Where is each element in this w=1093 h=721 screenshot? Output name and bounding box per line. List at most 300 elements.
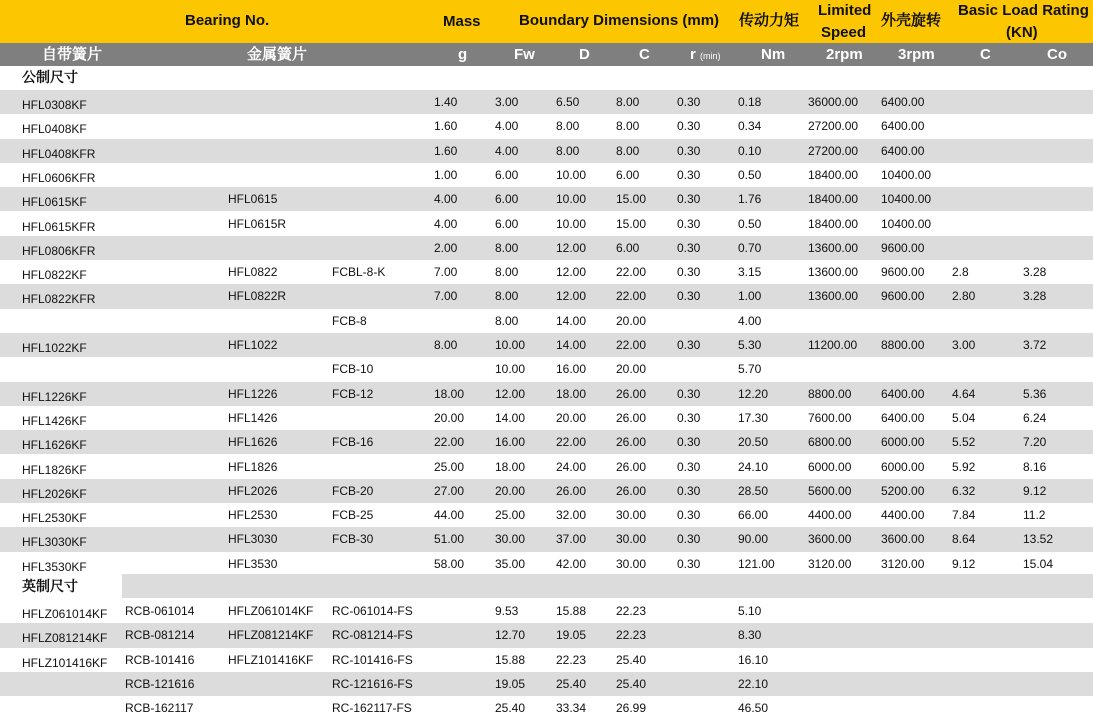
cell-g: 25.00 xyxy=(434,459,465,474)
cell-s3: 10400.00 xyxy=(881,167,932,182)
cell-col2: HFL1226 xyxy=(228,386,278,401)
subheader-r-label: r xyxy=(690,46,696,63)
table-row xyxy=(0,163,1093,187)
cell-c: 26.00 xyxy=(616,386,647,401)
cell-d: 10.00 xyxy=(556,192,587,207)
cell-g: 22.00 xyxy=(434,435,465,450)
cell-s3: 10400.00 xyxy=(881,192,932,207)
cell-r: 0.30 xyxy=(677,508,701,523)
cell-nm: 4.00 xyxy=(738,313,762,328)
cell-col2: HFLZ061014KF xyxy=(228,604,314,618)
cell-r: 0.30 xyxy=(677,167,701,182)
subheader-nm: Nm xyxy=(761,46,786,63)
cell-c: 22.23 xyxy=(616,604,647,618)
subheader-load-co: Co xyxy=(1047,46,1067,63)
cell-fw: 6.00 xyxy=(495,216,519,231)
cell-col2: HFL0822 xyxy=(228,265,278,280)
subheader-fw: Fw xyxy=(514,46,535,63)
header-housing-rotation: 外壳旋转 xyxy=(881,12,942,29)
table-row xyxy=(0,479,1093,503)
cell-lco: 13.52 xyxy=(1023,532,1054,547)
cell-fw: 8.00 xyxy=(495,313,519,328)
header-torque: 传动力矩 xyxy=(739,12,800,29)
cell-d: 37.00 xyxy=(556,532,587,547)
cell-g: 58.00 xyxy=(434,556,465,571)
cell-r: 0.30 xyxy=(677,95,701,109)
table-row xyxy=(0,260,1093,284)
cell-g: 1.00 xyxy=(434,167,458,182)
cell-lco: 6.24 xyxy=(1023,410,1047,425)
table-row xyxy=(0,90,1093,114)
cell-c: 30.00 xyxy=(616,532,647,547)
cell-fw: 4.00 xyxy=(495,143,519,158)
cell-d: 8.00 xyxy=(556,119,580,134)
cell-s2: 11200.00 xyxy=(808,338,858,352)
cell-lc: 5.92 xyxy=(952,459,976,474)
cell-nm: 0.50 xyxy=(738,216,762,231)
cell-nm: 5.10 xyxy=(738,604,762,618)
header-boundary-dimensions: Boundary Dimensions (mm) xyxy=(519,12,720,29)
subheader-3rpm: 3rpm xyxy=(898,46,935,63)
cell-nm: 24.10 xyxy=(738,459,769,474)
cell-col1: HFL1226KF xyxy=(22,389,87,404)
cell-g: 7.00 xyxy=(434,289,458,304)
cell-d: 42.00 xyxy=(556,556,587,571)
cell-col1: HFL2026KF xyxy=(22,486,87,501)
cell-s2: 18400.00 xyxy=(808,167,859,182)
cell-col1: HFL1826KF xyxy=(22,462,87,477)
cell-d: 10.00 xyxy=(556,167,587,182)
cell-g: 7.00 xyxy=(434,265,458,280)
cell-g: 8.00 xyxy=(434,338,458,352)
cell-c: 15.00 xyxy=(616,216,647,231)
cell-col1: HFL1022KF xyxy=(22,341,87,355)
cell-r: 0.30 xyxy=(677,386,701,401)
cell-g: 4.00 xyxy=(434,192,458,207)
cell-s3: 8800.00 xyxy=(881,338,925,352)
cell-col1: HFLZ061014KF xyxy=(22,607,108,621)
cell-s3: 9600.00 xyxy=(881,240,925,255)
cell-c: 26.00 xyxy=(616,459,647,474)
cell-c: 8.00 xyxy=(616,95,640,109)
cell-nm: 0.18 xyxy=(738,95,762,109)
cell-d: 24.00 xyxy=(556,459,587,474)
table-row xyxy=(0,309,1093,333)
cell-c: 8.00 xyxy=(616,143,640,158)
cell-col2: HFL2530 xyxy=(228,508,278,523)
cell-lc: 7.84 xyxy=(952,508,976,523)
cell-r: 0.30 xyxy=(677,119,701,134)
cell-fw: 12.70 xyxy=(495,628,526,643)
cell-fw: 9.53 xyxy=(495,604,519,618)
cell-s2: 6800.00 xyxy=(808,435,852,450)
table-row xyxy=(0,552,1093,576)
cell-d: 19.05 xyxy=(556,628,587,643)
cell-lco: 9.12 xyxy=(1023,483,1047,498)
cell-s2: 27200.00 xyxy=(808,143,859,158)
cell-col3: FCB-12 xyxy=(332,386,374,401)
cell-nm: 121.00 xyxy=(738,556,775,571)
cell-fw: 3.00 xyxy=(495,95,519,109)
table-row xyxy=(0,382,1093,406)
cell-fw: 10.00 xyxy=(495,362,526,377)
cell-col1b: RCB-101416 xyxy=(125,652,195,667)
cell-lco: 3.28 xyxy=(1023,289,1047,304)
cell-col3: FCB-10 xyxy=(332,362,374,377)
cell-fw: 6.00 xyxy=(495,192,519,207)
cell-col1: HFLZ081214KF xyxy=(22,631,108,646)
cell-s3: 3600.00 xyxy=(881,532,925,547)
cell-col1b: RCB-121616 xyxy=(125,676,195,691)
cell-s3: 6400.00 xyxy=(881,119,925,134)
cell-s3: 6400.00 xyxy=(881,410,925,425)
cell-lc: 5.52 xyxy=(952,435,976,450)
cell-fw: 8.00 xyxy=(495,289,519,304)
cell-c: 26.00 xyxy=(616,410,647,425)
cell-d: 22.00 xyxy=(556,435,587,450)
cell-r: 0.30 xyxy=(677,240,701,255)
subheader-2rpm: 2rpm xyxy=(826,46,863,63)
cell-s2: 13600.00 xyxy=(808,289,859,304)
cell-col3: RC-101416-FS xyxy=(332,652,413,667)
cell-lco: 5.36 xyxy=(1023,386,1047,401)
table-row xyxy=(0,503,1093,527)
cell-d: 14.00 xyxy=(556,338,587,352)
cell-col1: HFL0408KF xyxy=(22,122,87,137)
cell-g: 20.00 xyxy=(434,410,465,425)
cell-lc: 2.80 xyxy=(952,289,976,304)
cell-col3: RC-121616-FS xyxy=(332,676,413,691)
header-basic-load-rating: Basic Load Rating xyxy=(958,2,1089,19)
cell-d: 10.00 xyxy=(556,216,587,231)
table-row xyxy=(0,187,1093,211)
cell-nm: 0.50 xyxy=(738,167,762,182)
cell-d: 12.00 xyxy=(556,240,587,255)
cell-nm: 5.30 xyxy=(738,338,762,352)
cell-d: 18.00 xyxy=(556,386,587,401)
cell-g: 44.00 xyxy=(434,508,465,523)
cell-nm: 12.20 xyxy=(738,386,769,401)
cell-lc: 8.64 xyxy=(952,532,976,547)
cell-lc: 6.32 xyxy=(952,483,976,498)
cell-nm: 20.50 xyxy=(738,435,769,450)
cell-s2: 18400.00 xyxy=(808,192,859,207)
cell-lc: 5.04 xyxy=(952,410,976,425)
cell-col1: HFL0615KFR xyxy=(22,219,96,234)
cell-col2: HFL3030 xyxy=(228,532,278,547)
cell-nm: 28.50 xyxy=(738,483,769,498)
cell-fw: 25.00 xyxy=(495,508,526,523)
cell-s3: 10400.00 xyxy=(881,216,932,231)
cell-c: 15.00 xyxy=(616,192,647,207)
cell-col2: HFLZ081214KF xyxy=(228,628,314,643)
subheader-r xyxy=(690,43,721,68)
cell-d: 15.88 xyxy=(556,604,587,618)
cell-g: 1.60 xyxy=(434,119,458,134)
cell-s2: 4400.00 xyxy=(808,508,852,523)
cell-r: 0.30 xyxy=(677,216,701,231)
cell-fw: 16.00 xyxy=(495,435,526,450)
cell-c: 20.00 xyxy=(616,313,647,328)
cell-r: 0.30 xyxy=(677,532,701,547)
table-row xyxy=(0,527,1093,551)
cell-lco: 8.16 xyxy=(1023,459,1047,474)
cell-s2: 5600.00 xyxy=(808,483,852,498)
table-row xyxy=(0,623,1093,647)
cell-s2: 3120.00 xyxy=(808,556,852,571)
cell-c: 30.00 xyxy=(616,508,647,523)
cell-r: 0.30 xyxy=(677,410,701,425)
cell-c: 6.00 xyxy=(616,240,640,255)
cell-col1: HFL0615KF xyxy=(22,195,87,210)
cell-col3: RC-081214-FS xyxy=(332,628,413,643)
cell-d: 8.00 xyxy=(556,143,580,158)
table-row xyxy=(0,455,1093,479)
cell-col2: HFL1426 xyxy=(228,410,278,425)
cell-col2: HFL1022 xyxy=(228,338,278,352)
cell-c: 6.00 xyxy=(616,167,640,182)
cell-col3: FCB-8 xyxy=(332,313,367,328)
subheader-metal-cage: 金属簧片 xyxy=(247,46,308,63)
section-imperial: 英制尺寸 xyxy=(22,578,78,594)
cell-fw: 20.00 xyxy=(495,483,526,498)
table-row xyxy=(0,114,1093,138)
cell-nm: 0.10 xyxy=(738,143,762,158)
cell-nm: 0.70 xyxy=(738,240,762,255)
cell-col3: RC-162117-FS xyxy=(332,701,412,716)
cell-fw: 18.00 xyxy=(495,459,526,474)
cell-c: 20.00 xyxy=(616,362,647,377)
cell-col1: HFL0308KF xyxy=(22,98,87,112)
cell-nm: 0.34 xyxy=(738,119,762,134)
cell-d: 16.00 xyxy=(556,362,587,377)
subheader-g: g xyxy=(458,46,468,63)
imperial-divider xyxy=(122,574,1093,598)
cell-s2: 27200.00 xyxy=(808,119,859,134)
cell-s3: 6400.00 xyxy=(881,95,925,109)
cell-fw: 8.00 xyxy=(495,265,519,280)
header-speed: Speed xyxy=(821,24,867,41)
cell-fw: 15.88 xyxy=(495,652,526,667)
cell-s2: 3600.00 xyxy=(808,532,852,547)
cell-r: 0.30 xyxy=(677,338,701,352)
cell-col3: FCB-30 xyxy=(332,532,374,547)
cell-r: 0.30 xyxy=(677,143,701,158)
cell-col2: HFL0615R xyxy=(228,216,287,231)
cell-c: 26.99 xyxy=(616,701,647,716)
cell-d: 12.00 xyxy=(556,265,587,280)
cell-d: 20.00 xyxy=(556,410,587,425)
subheader-d: D xyxy=(579,46,590,63)
cell-d: 32.00 xyxy=(556,508,587,523)
table-row xyxy=(0,696,1093,720)
cell-d: 6.50 xyxy=(556,95,580,109)
cell-col1: HFL2530KF xyxy=(22,511,87,526)
cell-col3: FCBL-8-K xyxy=(332,265,386,280)
table-row xyxy=(0,599,1093,623)
subheader-self-cage: 自带簧片 xyxy=(42,46,103,63)
cell-col1: HFL1626KF xyxy=(22,438,87,453)
cell-s2: 13600.00 xyxy=(808,240,859,255)
cell-col2: HFLZ101416KF xyxy=(228,652,314,667)
cell-lco: 7.20 xyxy=(1023,435,1047,450)
cell-lco: 15.04 xyxy=(1023,556,1054,571)
cell-col1: HFLZ101416KF xyxy=(22,655,108,670)
cell-col2: HFL1826 xyxy=(228,459,278,474)
cell-nm: 46.50 xyxy=(738,701,769,716)
cell-s3: 6000.00 xyxy=(881,459,925,474)
cell-r: 0.30 xyxy=(677,192,701,207)
cell-g: 2.00 xyxy=(434,240,458,255)
cell-r: 0.30 xyxy=(677,556,701,571)
table-row xyxy=(0,406,1093,430)
cell-g: 51.00 xyxy=(434,532,465,547)
cell-fw: 6.00 xyxy=(495,167,519,182)
cell-s2: 6000.00 xyxy=(808,459,852,474)
table-row xyxy=(0,236,1093,260)
cell-c: 25.40 xyxy=(616,652,647,667)
header-bearing-no: Bearing No. xyxy=(185,12,270,29)
cell-fw: 25.40 xyxy=(495,701,526,716)
cell-s3: 9600.00 xyxy=(881,289,925,304)
header-mass: Mass xyxy=(443,13,481,30)
cell-lc: 3.00 xyxy=(952,338,976,352)
cell-d: 12.00 xyxy=(556,289,587,304)
cell-col1: HFL0806KFR xyxy=(22,243,96,258)
cell-col1: HFL3030KF xyxy=(22,535,87,550)
cell-col1: HFL3530KF xyxy=(22,559,87,574)
table-row xyxy=(0,430,1093,454)
cell-s3: 6400.00 xyxy=(881,386,925,401)
cell-nm: 22.10 xyxy=(738,676,769,691)
table-row xyxy=(0,284,1093,308)
cell-nm: 1.00 xyxy=(738,289,762,304)
subheader-load-c: C xyxy=(980,46,991,63)
cell-col2: HFL3530 xyxy=(228,556,278,571)
cell-col3: FCB-25 xyxy=(332,508,374,523)
cell-lco: 3.72 xyxy=(1023,338,1047,352)
cell-nm: 66.00 xyxy=(738,508,769,523)
cell-r: 0.30 xyxy=(677,265,701,280)
cell-fw: 4.00 xyxy=(495,119,519,134)
cell-lc: 2.8 xyxy=(952,265,969,280)
cell-fw: 19.05 xyxy=(495,676,526,691)
cell-c: 26.00 xyxy=(616,435,647,450)
cell-col1: HFL0822KFR xyxy=(22,292,96,307)
cell-col1b: RCB-162117 xyxy=(125,701,194,716)
cell-d: 14.00 xyxy=(556,313,587,328)
cell-col2: HFL0822R xyxy=(228,289,287,304)
cell-lc: 4.64 xyxy=(952,386,976,401)
cell-d: 33.34 xyxy=(556,701,587,716)
table-row xyxy=(0,139,1093,163)
cell-c: 22.00 xyxy=(616,289,647,304)
cell-g: 1.40 xyxy=(434,95,458,109)
cell-col1b: RCB-081214 xyxy=(125,628,195,643)
cell-s2: 18400.00 xyxy=(808,216,859,231)
table-row xyxy=(0,212,1093,236)
cell-g: 27.00 xyxy=(434,483,465,498)
cell-c: 22.23 xyxy=(616,628,647,643)
cell-lco: 3.28 xyxy=(1023,265,1047,280)
cell-s3: 6400.00 xyxy=(881,143,925,158)
header-row-main xyxy=(0,0,1093,43)
cell-col1: HFL1426KF xyxy=(22,413,87,428)
cell-fw: 8.00 xyxy=(495,240,519,255)
cell-s3: 4400.00 xyxy=(881,508,925,523)
header-row-sub xyxy=(0,43,1093,66)
cell-fw: 12.00 xyxy=(495,386,526,401)
cell-nm: 8.30 xyxy=(738,628,762,643)
cell-s3: 9600.00 xyxy=(881,265,925,280)
cell-r: 0.30 xyxy=(677,435,701,450)
cell-nm: 3.15 xyxy=(738,265,762,280)
cell-col1b: RCB-061014 xyxy=(125,604,195,618)
cell-s2: 7600.00 xyxy=(808,410,852,425)
cell-lco: 11.2 xyxy=(1023,508,1046,523)
cell-c: 30.00 xyxy=(616,556,647,571)
cell-fw: 35.00 xyxy=(495,556,526,571)
cell-nm: 5.70 xyxy=(738,362,762,377)
cell-s2: 13600.00 xyxy=(808,265,859,280)
cell-s2: 8800.00 xyxy=(808,386,852,401)
cell-d: 26.00 xyxy=(556,483,587,498)
cell-nm: 1.76 xyxy=(738,192,762,207)
cell-fw: 10.00 xyxy=(495,338,526,352)
cell-d: 25.40 xyxy=(556,676,587,691)
cell-fw: 14.00 xyxy=(495,410,526,425)
cell-c: 22.00 xyxy=(616,265,647,280)
cell-r: 0.30 xyxy=(677,483,701,498)
table-row xyxy=(0,672,1093,696)
cell-lc: 9.12 xyxy=(952,556,976,571)
table-row xyxy=(0,648,1093,672)
cell-col2: HFL2026 xyxy=(228,483,278,498)
cell-s3: 6000.00 xyxy=(881,435,925,450)
cell-col3: FCB-20 xyxy=(332,483,374,498)
cell-nm: 16.10 xyxy=(738,652,769,667)
cell-col2: HFL1626 xyxy=(228,435,278,450)
cell-col1: HFL0606KFR xyxy=(22,170,96,185)
cell-col3: RC-061014-FS xyxy=(332,604,413,618)
cell-nm: 17.30 xyxy=(738,410,769,425)
subheader-c: C xyxy=(639,46,650,63)
cell-fw: 30.00 xyxy=(495,532,526,547)
header-basic-load-unit: (KN) xyxy=(1006,24,1038,41)
cell-r: 0.30 xyxy=(677,289,701,304)
cell-g: 18.00 xyxy=(434,386,465,401)
cell-c: 25.40 xyxy=(616,676,647,691)
cell-c: 8.00 xyxy=(616,119,640,134)
cell-c: 26.00 xyxy=(616,483,647,498)
cell-c: 22.00 xyxy=(616,338,647,352)
cell-nm: 90.00 xyxy=(738,532,769,547)
table-row xyxy=(0,357,1093,381)
cell-s3: 5200.00 xyxy=(881,483,925,498)
cell-r: 0.30 xyxy=(677,459,701,474)
cell-s2: 36000.00 xyxy=(808,95,859,109)
header-limited: Limited xyxy=(818,2,872,19)
cell-col1: HFL0408KFR xyxy=(22,146,96,161)
cell-d: 22.23 xyxy=(556,652,587,667)
subheader-r-min: (min) xyxy=(700,51,721,61)
cell-col3: FCB-16 xyxy=(332,435,374,450)
cell-g: 4.00 xyxy=(434,216,458,231)
cell-col1: HFL0822KF xyxy=(22,268,87,283)
cell-g: 1.60 xyxy=(434,143,458,158)
cell-s3: 3120.00 xyxy=(881,556,925,571)
table-row xyxy=(0,333,1093,357)
